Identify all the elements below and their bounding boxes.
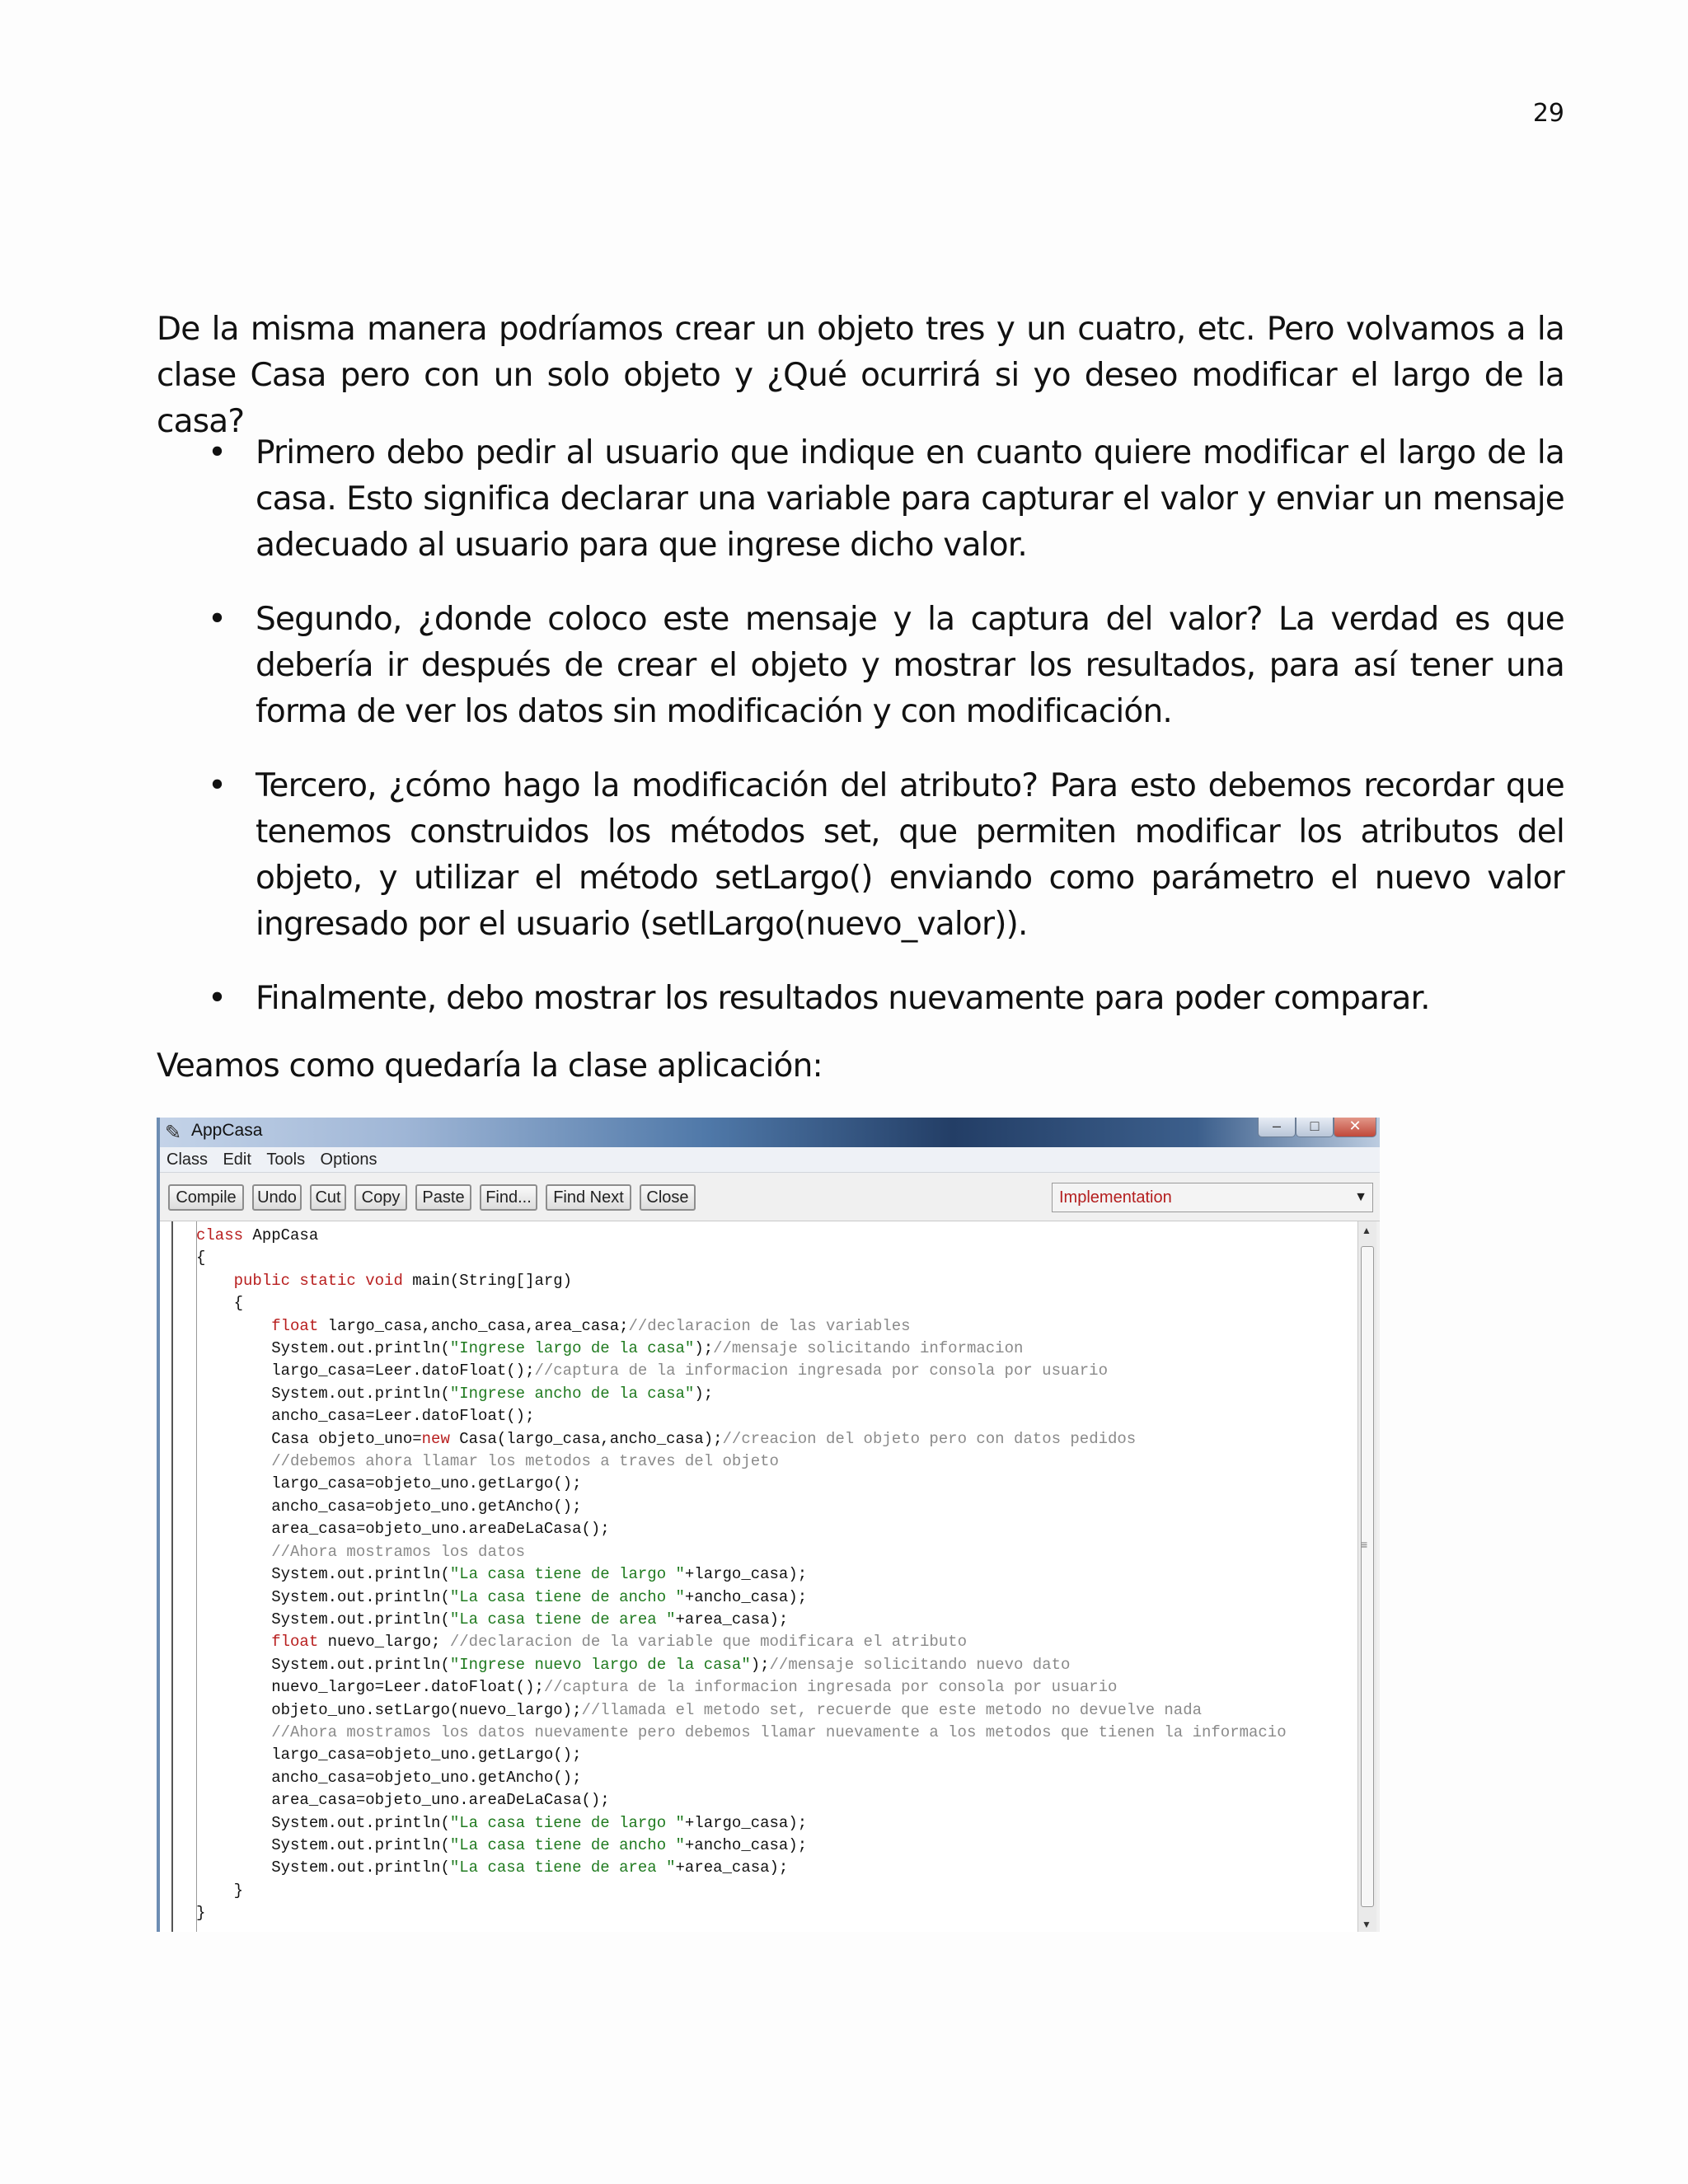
- bullet-list: [157, 430, 1564, 1050]
- code-token: public static void: [233, 1271, 413, 1290]
- code-editor[interactable]: [160, 1221, 1376, 1932]
- code-token: //declaracion de la variable que modificara el atributo: [449, 1633, 967, 1652]
- code-token: "La casa tiene de ancho ": [449, 1587, 685, 1606]
- view-selector-value: Implementation: [1059, 1188, 1172, 1207]
- code-token: //Ahora mostramos los datos: [196, 1542, 526, 1561]
- code-line: [196, 1405, 1287, 1427]
- code-line: [196, 1338, 1287, 1360]
- code-line: [196, 1902, 1287, 1924]
- code-line: [196, 1360, 1287, 1382]
- code-line: [196, 1767, 1287, 1789]
- code-token: "Ingrese ancho de la casa": [449, 1384, 695, 1403]
- menu-edit[interactable]: Edit: [223, 1151, 251, 1169]
- code-token: "Ingrese largo de la casa": [449, 1339, 695, 1358]
- code-line: [196, 1225, 1287, 1247]
- code-line: [196, 1518, 1287, 1540]
- code-line: [196, 1812, 1287, 1835]
- code-token: System.out.println(: [196, 1813, 450, 1832]
- cut-button[interactable]: Cut: [310, 1184, 346, 1211]
- code-token: "La casa tiene de largo ": [449, 1813, 685, 1832]
- minimize-icon[interactable]: –: [1258, 1118, 1296, 1137]
- bullet-text: Segundo, ¿donde coloco este mensaje y la captura del valor? La verdad es que debería ir después de crear el objeto y mostrar los resultados, para así tener una forma de ver los datos sin modificación y con modificación.: [256, 601, 1564, 730]
- code-token: class: [196, 1226, 253, 1244]
- code-line: [196, 1315, 1287, 1338]
- bullet-icon: •: [208, 980, 227, 1017]
- code-token: +largo_casa);: [684, 1565, 808, 1584]
- toolbar: [160, 1173, 1380, 1221]
- bullet-item: [157, 597, 1564, 735]
- code-area[interactable]: [196, 1225, 1287, 1925]
- code-token: largo_casa=objeto_uno.getLargo();: [196, 1474, 582, 1493]
- window-controls: [1258, 1118, 1376, 1137]
- code-token: //Ahora mostramos los datos nuevamente pero debemos llamar nuevamente a los metodos que tienen la informacio: [196, 1722, 1287, 1741]
- code-line: [196, 1496, 1287, 1518]
- code-token: System.out.println(: [196, 1858, 450, 1877]
- outro-paragraph: Veamos como quedaría la clase aplicación:: [157, 1047, 823, 1085]
- code-token: System.out.println(: [196, 1835, 450, 1854]
- code-token: area_casa=objeto_uno.areaDeLaCasa();: [196, 1791, 610, 1810]
- code-token: //llamada el metodo set, recuerde que este metodo no devuelve nada: [581, 1700, 1203, 1719]
- code-token: "La casa tiene de largo ": [449, 1565, 685, 1584]
- code-token: //captura de la informacion ingresada por consola por usuario: [543, 1678, 1118, 1697]
- window-title: AppCasa: [191, 1121, 263, 1140]
- code-token: +largo_casa);: [684, 1813, 808, 1832]
- code-token: //creacion del objeto pero con datos pedidos: [722, 1429, 1137, 1448]
- bullet-text: Tercero, ¿cómo hago la modificación del atributo? Para esto debemos recordar que tenemos construidos los métodos set, que permiten modificar los atributos del objeto, y utilizar el método setLargo() enviando como parámetro el nuevo valor ingresado por el usuario (setlLargo(nuevo_valor)).: [256, 767, 1564, 943]
- code-token: //mensaje solicitando nuevo dato: [769, 1655, 1071, 1674]
- code-line: [196, 1789, 1287, 1811]
- code-token: "La casa tiene de ancho ": [449, 1835, 685, 1854]
- code-token: "La casa tiene de area ": [449, 1610, 676, 1629]
- code-line: [196, 1631, 1287, 1653]
- code-token: +ancho_casa);: [684, 1835, 808, 1854]
- code-line: [196, 1676, 1287, 1699]
- close-icon[interactable]: ✕: [1334, 1118, 1376, 1137]
- compile-button[interactable]: Compile: [168, 1184, 244, 1211]
- code-line: [196, 1744, 1287, 1766]
- code-line: [196, 1247, 1287, 1269]
- scroll-down-icon[interactable]: ▼: [1362, 1919, 1372, 1930]
- chevron-down-icon: ▼: [1354, 1190, 1367, 1204]
- page-number: 29: [1532, 99, 1564, 128]
- code-token: area_casa=objeto_uno.areaDeLaCasa();: [196, 1520, 610, 1539]
- code-token: );: [694, 1384, 714, 1403]
- copy-button[interactable]: Copy: [354, 1184, 407, 1211]
- code-line: [196, 1541, 1287, 1563]
- code-token: float: [271, 1633, 328, 1652]
- code-token: largo_casa=Leer.datoFloat();: [196, 1361, 535, 1380]
- find-button[interactable]: Find...: [480, 1184, 537, 1211]
- editor-gutter: [171, 1221, 197, 1932]
- code-token: "La casa tiene de area ": [449, 1858, 676, 1877]
- code-token: [196, 1272, 234, 1290]
- code-line: [196, 1835, 1287, 1857]
- maximize-icon[interactable]: □: [1296, 1118, 1334, 1137]
- code-line: [196, 1880, 1287, 1902]
- code-token: objeto_uno.setLargo(nuevo_largo);: [196, 1700, 582, 1719]
- code-token: float: [271, 1316, 328, 1335]
- code-token: "Ingrese nuevo largo de la casa": [449, 1655, 751, 1674]
- close-button[interactable]: Close: [640, 1184, 696, 1211]
- code-token: new: [421, 1429, 460, 1448]
- code-token: System.out.println(: [196, 1610, 450, 1629]
- code-line: [196, 1857, 1287, 1879]
- code-token: largo_casa,ancho_casa,area_casa;: [327, 1316, 629, 1335]
- appcasa-window: [157, 1118, 1380, 1932]
- code-token: +area_casa);: [675, 1858, 789, 1877]
- code-line: [196, 1451, 1287, 1473]
- bullet-item: [157, 976, 1564, 1022]
- view-selector[interactable]: [1052, 1183, 1373, 1212]
- bullet-icon: •: [208, 434, 227, 471]
- code-token: System.out.println(: [196, 1339, 450, 1358]
- code-token: System.out.println(: [196, 1565, 450, 1584]
- scroll-up-icon[interactable]: ▲: [1362, 1225, 1372, 1236]
- code-line: [196, 1292, 1287, 1315]
- scroll-grip-icon: ≡: [1361, 1538, 1368, 1551]
- code-token: [196, 1317, 271, 1335]
- code-token: main(String[]arg): [412, 1271, 573, 1290]
- code-token: //mensaje solicitando informacion: [713, 1339, 1024, 1358]
- code-token: }: [196, 1904, 206, 1923]
- code-line: [196, 1609, 1287, 1631]
- code-token: {: [196, 1294, 244, 1313]
- code-token: nuevo_largo=Leer.datoFloat();: [196, 1678, 544, 1697]
- find-next-button[interactable]: Find Next: [546, 1184, 631, 1211]
- code-line: [196, 1722, 1287, 1744]
- menu-options[interactable]: Options: [320, 1151, 377, 1169]
- code-line: [196, 1699, 1287, 1722]
- code-token: largo_casa=objeto_uno.getLargo();: [196, 1746, 582, 1765]
- code-token: nuevo_largo;: [327, 1633, 450, 1652]
- code-token: AppCasa: [252, 1226, 319, 1244]
- bullet-icon: •: [208, 767, 227, 804]
- code-token: //captura de la informacion ingresada por consola por usuario: [534, 1361, 1108, 1380]
- code-token: +ancho_casa);: [684, 1587, 808, 1606]
- code-line: [196, 1563, 1287, 1586]
- code-line: [196, 1428, 1287, 1451]
- bullet-text: Finalmente, debo mostrar los resultados nuevamente para poder comparar.: [256, 980, 1430, 1017]
- code-token: ancho_casa=objeto_uno.getAncho();: [196, 1768, 582, 1787]
- menu-class[interactable]: Class: [166, 1151, 209, 1169]
- code-token: }: [196, 1881, 244, 1900]
- code-token: Casa(largo_casa,ancho_casa);: [459, 1429, 723, 1448]
- code-token: //debemos ahora llamar los metodos a traves del objeto: [196, 1452, 779, 1471]
- scroll-thumb[interactable]: [1361, 1246, 1374, 1907]
- code-token: +area_casa);: [675, 1610, 789, 1629]
- code-token: System.out.println(: [196, 1655, 450, 1674]
- code-line: [196, 1473, 1287, 1495]
- code-token: //declaracion de las variables: [628, 1316, 911, 1335]
- app-icon: ✎: [165, 1122, 182, 1144]
- vertical-scrollbar[interactable]: [1357, 1221, 1376, 1932]
- bullet-icon: •: [208, 601, 227, 638]
- code-token: System.out.println(: [196, 1384, 450, 1403]
- code-token: ancho_casa=Leer.datoFloat();: [196, 1407, 535, 1426]
- code-token: );: [750, 1655, 770, 1674]
- window-titlebar[interactable]: [160, 1118, 1380, 1147]
- code-line: [196, 1654, 1287, 1676]
- intro-paragraph: De la misma manera podríamos crear un objeto tres y un cuatro, etc. Pero volvamos a la clase Casa pero con un solo objeto y ¿Qué ocurrirá si yo deseo modificar el largo de la casa?: [157, 311, 1564, 440]
- code-line: [196, 1383, 1287, 1405]
- menu-tools[interactable]: Tools: [266, 1151, 306, 1169]
- code-token: );: [694, 1339, 714, 1358]
- code-line: [196, 1270, 1287, 1292]
- bullet-item: [157, 430, 1564, 569]
- code-token: [196, 1633, 271, 1651]
- code-line: [196, 1586, 1287, 1609]
- paste-button[interactable]: Paste: [415, 1184, 471, 1211]
- menu-bar: [160, 1147, 1380, 1173]
- code-token: {: [196, 1249, 206, 1268]
- code-token: System.out.println(: [196, 1587, 450, 1606]
- bullet-text: Primero debo pedir al usuario que indique en cuanto quiere modificar el largo de la casa. Esto significa declarar una variable para capturar el valor y enviar un mensaje adecuado al usuario para que ingrese dicho valor.: [256, 434, 1564, 564]
- code-token: ancho_casa=objeto_uno.getAncho();: [196, 1497, 582, 1516]
- code-token: Casa objeto_uno=: [196, 1429, 422, 1448]
- bullet-item: [157, 763, 1564, 948]
- undo-button[interactable]: Undo: [252, 1184, 302, 1211]
